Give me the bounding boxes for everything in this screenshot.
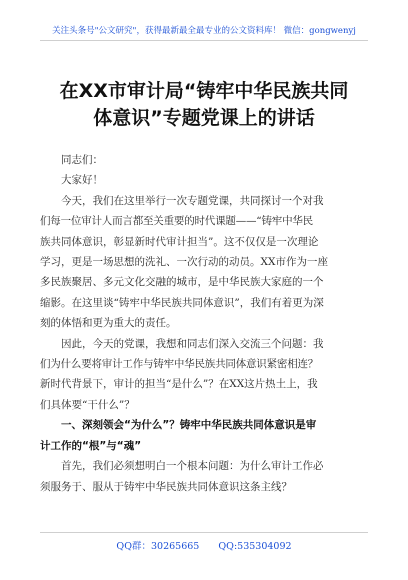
section-heading-1: 一、深刻领会“为什么”？铸牢中华民族共同体意识是审 <box>61 419 317 432</box>
header-divider <box>40 40 368 41</box>
section-heading-1-cont: 计工作的“根”与“魂” <box>40 439 142 452</box>
paragraph-intro-line: 刻的体悟和更为重大的责任。 <box>40 317 177 330</box>
salutation: 同志们： <box>61 154 103 166</box>
page-title <box>40 78 368 132</box>
paragraph-intro-line: 们每一位审计人而言都至关重要的时代课题——“铸牢中华民 <box>40 215 313 228</box>
speech-body <box>40 150 368 497</box>
qq-text: QQ:535304092 <box>218 541 292 552</box>
paragraph-questions-line: 新时代背景下，审计的担当“是什么”？在XX这片热土上，我 <box>40 378 318 391</box>
paragraph-intro-line: 多民族聚居、多元文化交融的城市，是中华民族大家庭的一个 <box>40 276 324 289</box>
paragraph-intro-line: 族共同体意识，彰显新时代审计担当”。这不仅仅是一次理论 <box>40 235 319 248</box>
footer <box>0 538 408 552</box>
paragraph-questions-line: 们为什么要将审计工作与铸牢中华民族共同体意识紧密相连？ <box>40 358 319 371</box>
header-note: 关注头条号"公文研究"，获得最新最全最专业的公文资料库！ 微信：gongwenyj <box>52 26 356 36</box>
paragraph-intro-line: 学习，更是一场思想的洗礼、一次行动的动员。XX市作为一座 <box>40 256 328 269</box>
paragraph-first-line: 首先，我们必须想明白一个根本问题：为什么审计工作必 <box>61 460 324 473</box>
title-line-2: 体意识”专题党课上的讲话 <box>93 107 315 129</box>
paragraph-intro-line: 缩影。在这里谈“铸牢中华民族共同体意识”，我们有着更为深 <box>40 296 324 309</box>
qq-group-text: QQ群：30265665 <box>116 541 200 552</box>
greeting: 大家好！ <box>61 174 103 187</box>
footer-divider <box>40 532 368 533</box>
paragraph-intro-line: 今天，我们在这里举行一次专题党课，共同探讨一个对我 <box>61 194 324 207</box>
paragraph-first-line: 须服务于、服从于铸牢中华民族共同体意识这条主线？ <box>40 480 292 493</box>
paragraph-questions-line: 因此，今天的党课，我想和同志们深入交流三个问题：我 <box>61 337 324 350</box>
paragraph-questions-line: 们具体要“干什么”？ <box>40 398 135 411</box>
title-line-1: 在XX市审计局“铸牢中华民族共同 <box>59 80 349 102</box>
